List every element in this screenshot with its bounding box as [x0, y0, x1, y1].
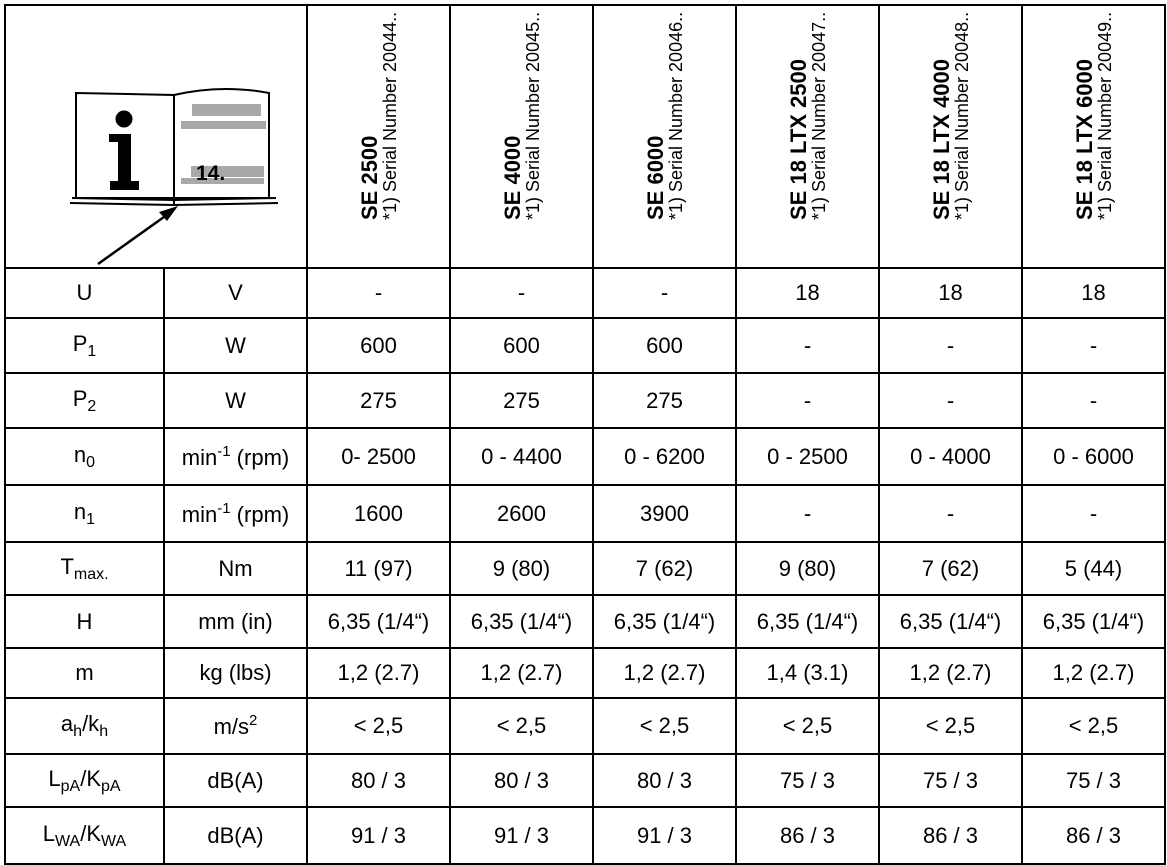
- spec-value-cell: 1600: [307, 485, 450, 542]
- unit-text: W: [225, 332, 246, 358]
- parameter-symbol: [5, 754, 164, 807]
- spec-value-cell: 0 - 2500: [736, 428, 879, 485]
- unit-text: min: [181, 444, 218, 470]
- spec-value-cell: 91 / 3: [307, 807, 450, 864]
- spec-value-cell: < 2,5: [879, 698, 1022, 754]
- unit-superscript: -1: [217, 442, 231, 460]
- spec-value-cell: 7 (62): [593, 542, 736, 595]
- parameter-unit: [164, 595, 307, 648]
- spec-value-cell: 1,4 (3.1): [736, 648, 879, 698]
- info-book-icon: [6, 6, 306, 265]
- spec-value-cell: -: [593, 268, 736, 318]
- serial-number: *1) Serial Number 20045..: [522, 11, 543, 221]
- spec-value-cell: 600: [593, 318, 736, 373]
- spec-value-cell: 275: [450, 373, 593, 428]
- spec-value-cell: -: [307, 268, 450, 318]
- spec-value-cell: 91 / 3: [450, 807, 593, 864]
- symbol-main: n: [73, 498, 87, 524]
- spec-row: [5, 648, 1165, 698]
- spec-row: [5, 318, 1165, 373]
- symbol-second: /K: [80, 820, 102, 846]
- parameter-unit: [164, 318, 307, 373]
- spec-row: [5, 754, 1165, 807]
- spec-value-cell: -: [450, 268, 593, 318]
- serial-number: *1) Serial Number 20047..: [808, 11, 829, 221]
- spec-row: [5, 807, 1165, 864]
- symbol-second: /K: [80, 765, 102, 791]
- spec-value-cell: 18: [1022, 268, 1165, 318]
- unit-suffix: (rpm): [230, 444, 290, 470]
- symbol-subscript: 2: [87, 397, 97, 415]
- symbol-main: P: [72, 330, 88, 356]
- model-header-se-18-ltx-4000: [879, 5, 1022, 268]
- page-reference: 14.: [196, 162, 226, 185]
- model-header-se-18-ltx-6000: [1022, 5, 1165, 268]
- spec-value-cell: 3900: [593, 485, 736, 542]
- model-name: SE 18 LTX 6000: [1071, 59, 1097, 221]
- symbol-main: U: [76, 280, 93, 305]
- symbol-second-subscript: WA: [101, 832, 127, 850]
- spec-value-cell: 18: [736, 268, 879, 318]
- symbol-main: T: [60, 553, 74, 579]
- spec-value-cell: 6,35 (1/4“): [307, 595, 450, 648]
- spec-value-cell: 75 / 3: [1022, 754, 1165, 807]
- symbol-main: H: [76, 608, 93, 634]
- spec-value-cell: 75 / 3: [736, 754, 879, 807]
- spec-value-cell: 6,35 (1/4“): [736, 595, 879, 648]
- unit-text: Nm: [218, 555, 253, 581]
- spec-value-cell: 9 (80): [736, 542, 879, 595]
- parameter-unit: [164, 698, 307, 754]
- serial-number: *1) Serial Number 20048..: [951, 11, 972, 221]
- model-header-se-2500: [307, 5, 450, 268]
- model-header-se-4000: [450, 5, 593, 268]
- parameter-symbol: [5, 318, 164, 373]
- spec-value-cell: 91 / 3: [593, 807, 736, 864]
- symbol-subscript: WA: [55, 832, 81, 850]
- parameter-symbol: [5, 268, 164, 318]
- parameter-symbol: [5, 428, 164, 485]
- parameter-unit: [164, 648, 307, 698]
- spec-value-cell: 6,35 (1/4“): [1022, 595, 1165, 648]
- unit-suffix: (rpm): [230, 501, 290, 527]
- spec-value-cell: 7 (62): [879, 542, 1022, 595]
- parameter-symbol: [5, 648, 164, 698]
- serial-number: *1) Serial Number 20049..: [1094, 11, 1115, 221]
- parameter-symbol: [5, 595, 164, 648]
- model-name: SE 4000: [499, 135, 525, 221]
- spec-value-cell: 1,2 (2.7): [879, 648, 1022, 698]
- spec-value-cell: 2600: [450, 485, 593, 542]
- parameter-symbol: [5, 485, 164, 542]
- spec-value-cell: 275: [307, 373, 450, 428]
- parameter-unit: [164, 485, 307, 542]
- spec-value-cell: < 2,5: [736, 698, 879, 754]
- symbol-main: P: [72, 385, 88, 411]
- symbol-main: L: [42, 820, 56, 846]
- spec-value-cell: 5 (44): [1022, 542, 1165, 595]
- spec-value-cell: -: [736, 485, 879, 542]
- spec-value-cell: -: [879, 485, 1022, 542]
- spec-row: [5, 428, 1165, 485]
- spec-value-cell: 0- 2500: [307, 428, 450, 485]
- symbol-subscript: max.: [73, 565, 109, 583]
- spec-value-cell: 6,35 (1/4“): [593, 595, 736, 648]
- unit-text: V: [228, 280, 243, 305]
- model-name: SE 18 LTX 4000: [928, 59, 954, 221]
- spec-value-cell: 0 - 4000: [879, 428, 1022, 485]
- parameter-symbol: [5, 807, 164, 864]
- model-name: SE 6000: [642, 135, 668, 221]
- spec-value-cell: < 2,5: [593, 698, 736, 754]
- spec-value-cell: -: [1022, 318, 1165, 373]
- spec-value-cell: < 2,5: [307, 698, 450, 754]
- spec-value-cell: 80 / 3: [307, 754, 450, 807]
- unit-superscript: -1: [217, 499, 231, 517]
- spec-value-cell: 11 (97): [307, 542, 450, 595]
- spec-value-cell: 1,2 (2.7): [593, 648, 736, 698]
- technical-specifications-table: [4, 4, 1166, 865]
- spec-value-cell: 600: [450, 318, 593, 373]
- parameter-unit: [164, 542, 307, 595]
- unit-text: m/s: [213, 714, 250, 739]
- unit-text: min: [181, 501, 218, 527]
- spec-row: [5, 485, 1165, 542]
- symbol-second: /k: [82, 711, 100, 736]
- symbol-subscript: 1: [86, 510, 96, 528]
- spec-row: [5, 268, 1165, 318]
- symbol-main: m: [75, 660, 94, 685]
- spec-value-cell: -: [879, 318, 1022, 373]
- parameter-symbol: [5, 542, 164, 595]
- model-header-se-6000: [593, 5, 736, 268]
- unit-text: kg (lbs): [199, 660, 272, 685]
- spec-value-cell: 80 / 3: [593, 754, 736, 807]
- spec-value-cell: 0 - 6200: [593, 428, 736, 485]
- parameter-unit: [164, 807, 307, 864]
- parameter-symbol: [5, 373, 164, 428]
- symbol-second-subscript: pA: [101, 777, 121, 795]
- spec-value-cell: 0 - 6000: [1022, 428, 1165, 485]
- spec-value-cell: -: [736, 373, 879, 428]
- parameter-unit: [164, 268, 307, 318]
- spec-value-cell: 275: [593, 373, 736, 428]
- spec-value-cell: 18: [879, 268, 1022, 318]
- model-header-se-18-ltx-2500: [736, 5, 879, 268]
- spec-value-cell: -: [879, 373, 1022, 428]
- spec-value-cell: 0 - 4400: [450, 428, 593, 485]
- model-name: SE 18 LTX 2500: [785, 59, 811, 221]
- symbol-main: L: [48, 765, 61, 791]
- spec-value-cell: 1,2 (2.7): [307, 648, 450, 698]
- spec-value-cell: 86 / 3: [736, 807, 879, 864]
- symbol-second-subscript: h: [99, 723, 109, 740]
- symbol-subscript: pA: [60, 777, 81, 795]
- spec-value-cell: 1,2 (2.7): [450, 648, 593, 698]
- spec-row: [5, 595, 1165, 648]
- spec-value-cell: < 2,5: [450, 698, 593, 754]
- spec-value-cell: 1,2 (2.7): [1022, 648, 1165, 698]
- spec-value-cell: -: [1022, 373, 1165, 428]
- spec-value-cell: < 2,5: [1022, 698, 1165, 754]
- spec-row: [5, 373, 1165, 428]
- spec-value-cell: -: [1022, 485, 1165, 542]
- spec-value-cell: 6,35 (1/4“): [879, 595, 1022, 648]
- spec-row: [5, 542, 1165, 595]
- spec-value-cell: 86 / 3: [879, 807, 1022, 864]
- spec-value-cell: 600: [307, 318, 450, 373]
- header-row: [5, 5, 1165, 268]
- serial-number: *1) Serial Number 20044..: [379, 11, 400, 221]
- spec-value-cell: 75 / 3: [879, 754, 1022, 807]
- unit-superscript: 2: [249, 712, 258, 729]
- symbol-subscript: h: [73, 723, 83, 740]
- serial-number: *1) Serial Number 20046..: [665, 11, 686, 221]
- symbol-main: n: [73, 441, 87, 467]
- symbol-main: a: [60, 711, 74, 736]
- parameter-symbol: [5, 698, 164, 754]
- parameter-unit: [164, 428, 307, 485]
- spec-value-cell: -: [736, 318, 879, 373]
- spec-value-cell: 6,35 (1/4“): [450, 595, 593, 648]
- symbol-subscript: 0: [86, 453, 96, 471]
- spec-row: [5, 698, 1165, 754]
- unit-text: dB(A): [207, 767, 264, 793]
- spec-value-cell: 9 (80): [450, 542, 593, 595]
- unit-text: W: [225, 387, 246, 413]
- unit-text: dB(A): [207, 822, 264, 848]
- spec-value-cell: 80 / 3: [450, 754, 593, 807]
- model-name: SE 2500: [356, 135, 382, 221]
- unit-text: mm (in): [198, 608, 273, 634]
- parameter-unit: [164, 373, 307, 428]
- spec-value-cell: 86 / 3: [1022, 807, 1165, 864]
- manual-reference-cell: [5, 5, 307, 268]
- parameter-unit: [164, 754, 307, 807]
- symbol-subscript: 1: [87, 342, 97, 360]
